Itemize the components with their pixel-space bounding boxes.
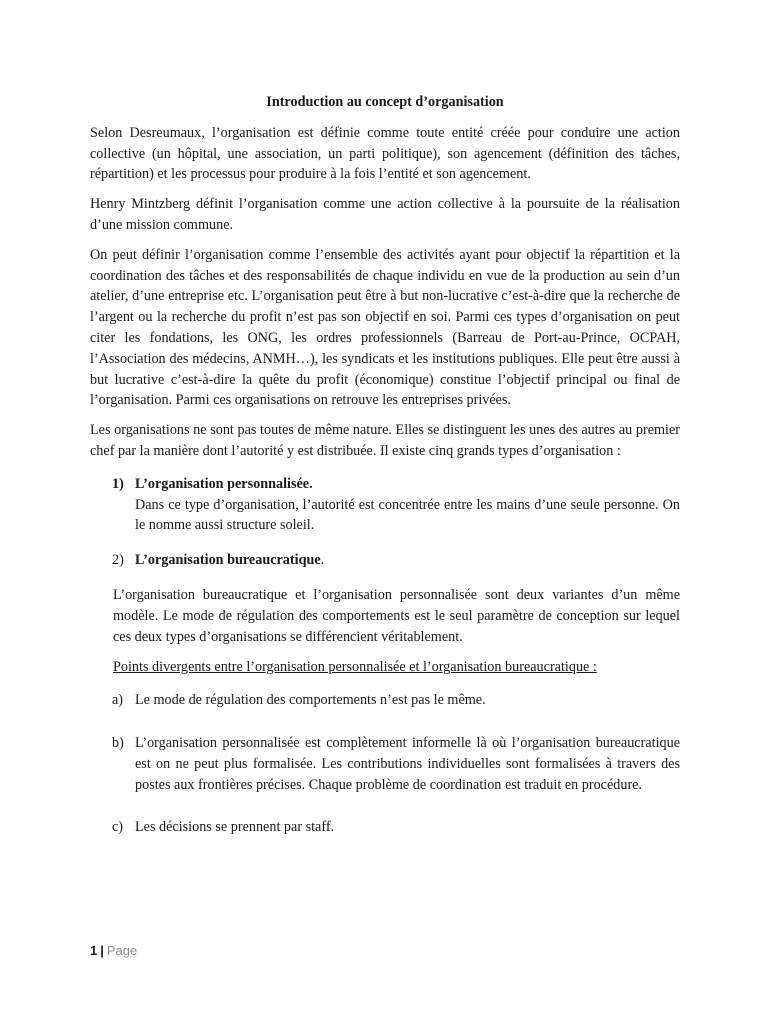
list-item-title: L’organisation bureaucratique — [135, 552, 321, 569]
paragraph-desreumaux: Selon Desreumaux, l’organisation est définie comme toute entité créée pour conduire une action collective (un hôpital, une association, un parti politique), son agencement (définition des tâches, répartition) et les processus pour produire à la fois l’entité et son agencement. — [90, 124, 680, 183]
point-letter: c) — [112, 819, 124, 836]
document-title: Introduction au concept d’organisation — [266, 94, 504, 110]
list-item-bureaucratic — [90, 550, 680, 571]
list-item-description: Dans ce type d’organisation, l’autorité est concentrée entre les mains d’une seule personne. On le nomme aussi structure soleil. — [135, 496, 680, 534]
page-label: Page — [106, 943, 138, 958]
list-number: 1) — [112, 475, 124, 492]
point-item-c — [90, 817, 680, 838]
point-text: Le mode de régulation des comportements n’est pas le même. — [135, 692, 486, 709]
footer-separator: | — [100, 943, 104, 958]
paragraph-mintzberg: Henry Mintzberg définit l’organisation comme une action collective à la poursuite de la réalisation d’une mission commune. — [90, 196, 680, 233]
list-item-title-suffix: . — [320, 552, 325, 569]
page-footer — [90, 943, 137, 958]
page-number: 1 — [90, 943, 98, 958]
point-item-b — [90, 733, 680, 795]
point-letter: b) — [112, 734, 124, 751]
paragraph-types-intro: Les organisations ne sont pas toutes de même nature. Elles se distinguent les unes des autres au premier chef par la manière dont l’autorité y est distribuée. Il existe cinq grands types d’organisation : — [90, 422, 680, 459]
list-item-title: L’organisation personnalisée. — [135, 475, 313, 492]
list-item-personalized — [90, 474, 680, 536]
point-item-a — [90, 690, 680, 711]
point-text: L’organisation personnalisée est complètement informelle là où l’organisation bureaucratique est on ne peut plus formalisée. Les contributions individuelles sont formalisées à travers des postes aux frontières précises. Chaque problème de coordination est traduit en procédure. — [135, 734, 680, 793]
point-letter: a) — [112, 692, 124, 709]
paragraph-definition: On peut définir l’organisation comme l’ensemble des activités ayant pour objectif la répartition et la coordination des tâches et des responsabilités de chaque individu en vue de la production au sein d’un atelier, d’une entreprise etc. L’organisation peut être à but non-lucrative c’est-à-dire que la recherche de l’argent ou la recherche du profit n’est pas son objectif en soi. Parmi ces types d’organisation on peut citer les fondations, les ONG, les ordres professionnels (Barreau de Port-au-Prince, OCPAH, l’Association des médecins, ANMH…), les syndicats et les institutions publiques. Elle peut être aussi à but lucrative c’est-à-dire la quête du profit (économique) constitue l’objectif principal ou final de l’organisation. Parmi ces organisations on retrouve les entreprises privées. — [90, 246, 680, 409]
document-page — [90, 92, 680, 838]
list-number: 2) — [112, 552, 124, 569]
point-text: Les décisions se prennent par staff. — [135, 819, 335, 836]
paragraph-bureaucratic: L’organisation bureaucratique et l’organisation personnalisée sont deux variantes d’un même modèle. Le mode de régulation des comportements est le seul paramètre de conception sur lequel ces deux types d’organisations se différencient véritablement. — [113, 586, 680, 645]
divergent-points-heading: Points divergents entre l’organisation personnalisée et l’organisation bureaucratique : — [113, 659, 597, 676]
list-item-title-line — [135, 550, 680, 571]
